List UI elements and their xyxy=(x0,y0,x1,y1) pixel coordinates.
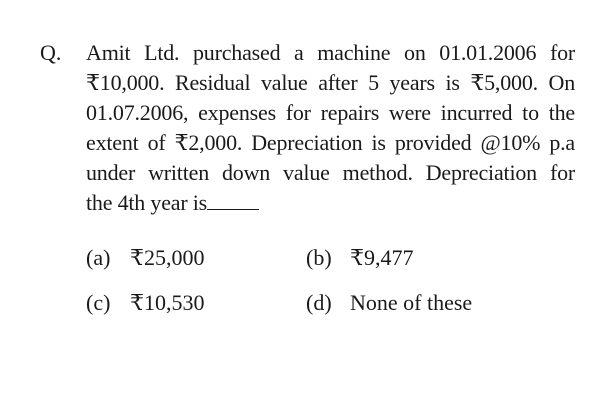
option-tag: (b) xyxy=(306,245,332,270)
option-text: ₹25,000 xyxy=(130,245,205,270)
option-b[interactable] xyxy=(306,243,414,273)
answer-blank xyxy=(207,191,259,210)
option-text: None of these xyxy=(350,290,473,315)
question-line: Amit Ltd. purchased a machine on 01.01.2006 for xyxy=(86,40,575,65)
option-tag: (d) xyxy=(306,290,332,315)
question-last-line xyxy=(86,188,575,218)
question-line: the 4th year is xyxy=(86,190,208,215)
option-tag: (c) xyxy=(86,290,111,315)
option-a[interactable] xyxy=(86,243,205,273)
option-text: ₹9,477 xyxy=(350,245,414,270)
question-line: 01.07.2006, expenses for repairs were incurred to the xyxy=(86,100,575,125)
option-c[interactable] xyxy=(86,288,205,318)
question-label: Q. xyxy=(40,40,62,65)
question-line: under written down value method. Depreciation for xyxy=(86,160,575,185)
option-tag: (a) xyxy=(86,245,111,270)
question-line: ₹10,000. Residual value after 5 years is ₹5,000. On xyxy=(86,70,575,95)
question-text xyxy=(86,38,575,218)
option-text: ₹10,530 xyxy=(130,290,205,315)
question-line: extent of ₹2,000. Depreciation is provided @10% p.a xyxy=(86,130,575,155)
option-d[interactable] xyxy=(306,288,472,318)
